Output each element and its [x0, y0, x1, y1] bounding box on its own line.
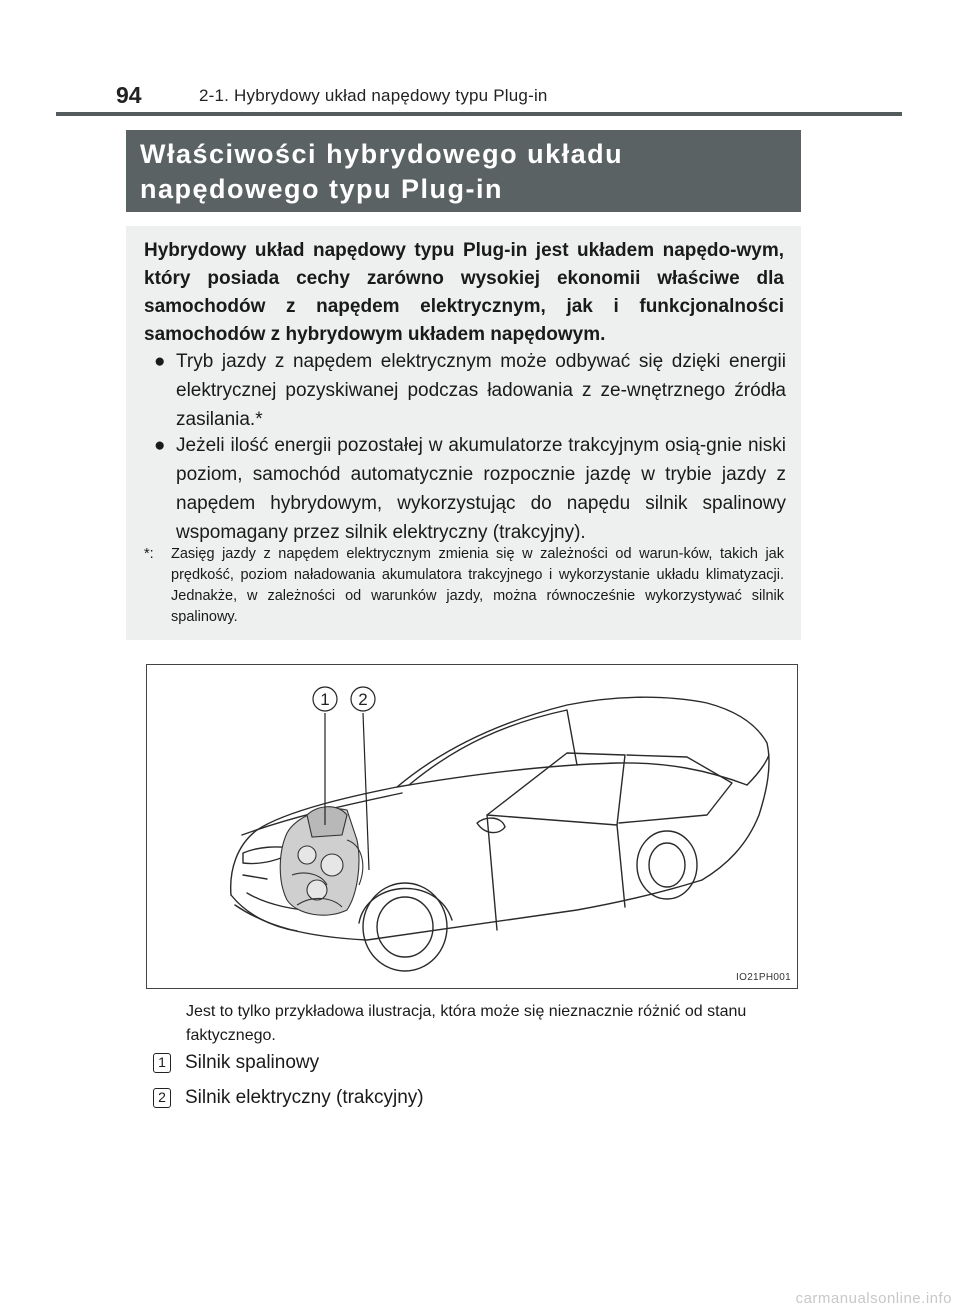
side-mirror: [477, 818, 505, 833]
callout-2-icon: [351, 687, 375, 711]
callout-2-label: 2: [358, 690, 368, 709]
bullet-item: [154, 431, 786, 547]
page-header: [0, 0, 960, 116]
bullet-dot-icon: ●: [154, 435, 166, 456]
chapter-title: 2-1. Hybrydowy układ napędowy typu Plug-in: [199, 86, 548, 105]
section-title-line-2: napędowego typu Plug-in: [140, 174, 503, 204]
page-number: 94: [116, 82, 142, 108]
car-illustration: [147, 665, 797, 987]
callout-1-icon: [313, 687, 337, 711]
windshield: [409, 710, 577, 785]
figure-caption: Jest to tylko przykładowa ilustracja, która może się nieznacznie różnić od stanu faktycznego.: [186, 1003, 747, 1044]
bullet-text: Jeżeli ilość energii pozostałej w akumulatorze trakcyjnym osią-gnie niski poziom, samochód automatycznie rozpocznie jazdę w trybie jazdy z napędem hybrydowym, wykorzystując do napędu silnik spalinowy wspomagany przez silnik elektryczny (trakcyjny).: [176, 435, 786, 543]
intro-paragraph: Hybrydowy układ napędowy typu Plug-in jest układem napędo-wym, który posiada cechy zarówno wysokiej ekonomii właściwe dla samochodów z napędem elektrycznym, jak i funkcjonalności samochodów z hybrydowym układem napędowym.: [144, 240, 784, 345]
tail-light: [747, 755, 769, 785]
header-divider: [56, 112, 902, 116]
section-title-line-1: Właściwości hybrydowego układu: [140, 139, 624, 169]
legend-item: [153, 1085, 424, 1111]
rear-wheel: [637, 831, 697, 899]
callout-1-label: 1: [320, 690, 330, 709]
side-window-rear: [619, 755, 732, 823]
footnote-mark: *:: [144, 546, 154, 562]
footnote-text: Zasięg jazdy z napędem elektrycznym zmienia się w zależności od warun-ków, takich jak prędkość, poziom naładowania akumulatora trakcyjnego i wykorzystanie układu klimatyzacji. Jednakże, w zależności od warunków jazdy, można równocześnie wykorzystywać silnik spalinowy.: [171, 546, 784, 625]
bullet-item: [154, 347, 786, 434]
legend-number-badge: 2: [153, 1088, 171, 1108]
section-title-box: [126, 130, 801, 212]
legend-label: Silnik spalinowy: [185, 1052, 320, 1073]
legend-item: [153, 1050, 319, 1076]
engine-assembly: [280, 807, 363, 915]
figure-code: IO21PH001: [736, 972, 791, 983]
watermark: carmanualsonline.info: [795, 1290, 952, 1307]
bullet-text: Tryb jazdy z napędem elektrycznym może odbywać się dzięki energii elektrycznej pozyskiwanej podczas ładowania z ze-wnętrznego źródła zasilania.*: [176, 351, 786, 430]
car-roof-line: [397, 763, 747, 787]
legend-label: Silnik elektryczny (trakcyjny): [185, 1087, 424, 1108]
footnote: [144, 544, 784, 628]
info-box: [126, 226, 801, 640]
car-illustration-figure: [146, 664, 798, 989]
legend-number-badge: 1: [153, 1053, 171, 1073]
bullet-dot-icon: ●: [154, 351, 166, 372]
